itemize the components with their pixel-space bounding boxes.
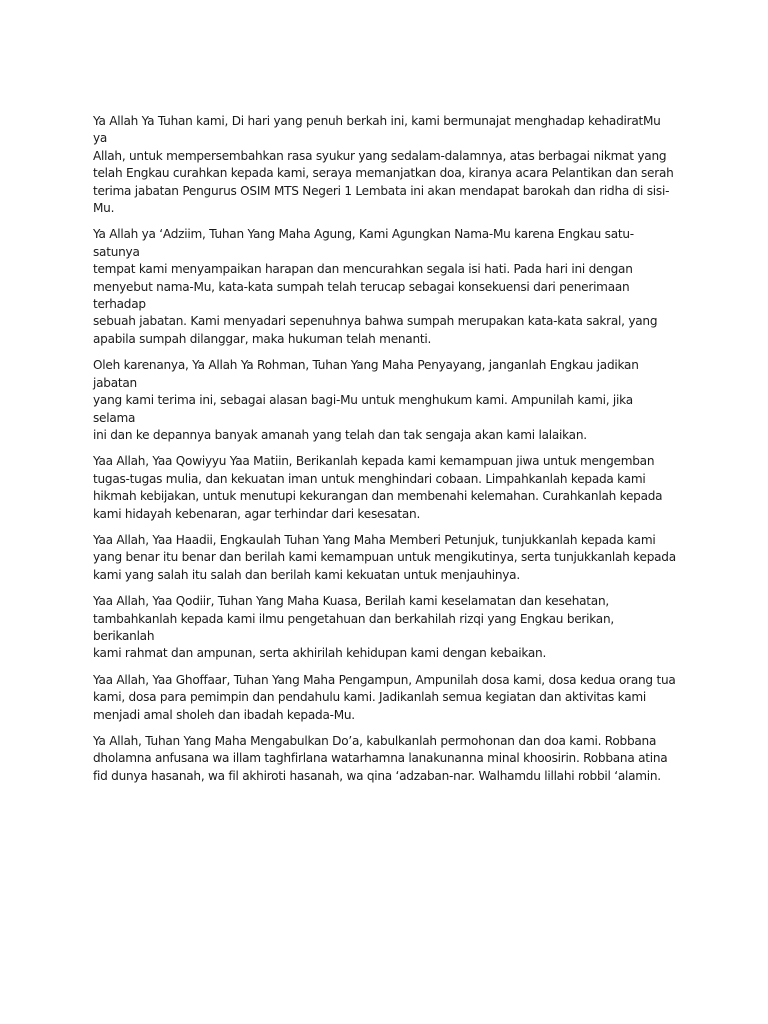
paragraph-qodiir: Yaa Allah, Yaa Qodiir, Tuhan Yang Maha Kuasa, Berilah kami keselamatan dan kesehatan, tambahkanlah kepada kami ilmu pengetahuan dan berkahilah rizqi yang Engkau berikan, berikanlah kami rahmat dan ampunan, serta akhirilah kehidupan kami dengan kebaikan. (93, 594, 614, 661)
paragraph-qowiyyu-matiin: Yaa Allah, Yaa Qowiyyu Yaa Matiin, Berikanlah kepada kami kemampuan jiwa untuk mengemban tugas-tugas mulia, dan kekuatan iman untuk menghindari cobaan. Limpahkanlah kepada kami hikmah kebijakan, untuk menutupi kekurangan dan membenahi kelemahan. Curahkanlah kepada kami hidayah kebenaran, agar terhindar dari kesesatan. (93, 454, 663, 521)
paragraph-closing-prayer: Ya Allah, Tuhan Yang Maha Mengabulkan Do’a, kabulkanlah permohonan dan doa kami. Robbana dholamna anfusana wa illam taghfirlana watarhamna lanakunanna minal khoosirin. Robbana atina fid dunya hasanah, wa fil akhiroti hasanah, wa qina ‘adzaban-nar. Walhamdu lillahi robbil ‘alamin. (93, 734, 668, 783)
paragraph-haadii: Yaa Allah, Yaa Haadii, Engkaulah Tuhan Yang Maha Memberi Petunjuk, tunjukkanlah kepada kami yang benar itu benar dan berilah kami kemampuan untuk mengikutinya, serta tunjukkanlah kepada kami yang salah itu salah dan berilah kami kekuatan untuk menjauhinya. (93, 532, 676, 582)
paragraph-ghoffaar: Yaa Allah, Yaa Ghoffaar, Tuhan Yang Maha Pengampun, Ampunilah dosa kami, dosa kedua orang tua kami, dosa para pemimpin dan pendahulu kami. Jadikanlah semua kegiatan dan aktivitas kami menjadi amal sholeh dan ibadah kepada-Mu. (93, 672, 676, 722)
paragraph-ya-rohman: Oleh karenanya, Ya Allah Ya Rohman, Tuhan Yang Maha Penyayang, janganlah Engkau jadikan jabatan yang kami terima ini, sebagai alasan bagi-Mu untuk menghukum kami. Ampunilah kami, jika selama ini dan ke depannya banyak amanah yang telah dan tak sengaja akan kami lalaikan. (93, 358, 639, 442)
paragraph-ya-adziim: Ya Allah ya ‘Adziim, Tuhan Yang Maha Agung, Kami Agungkan Nama-Mu karena Engkau satu-satunya tempat kami menyampaikan harapan dan mencurahkan segala isi hati. Pada hari ini dengan menyebut nama-Mu, kata-kata sumpah telah terucap sebagai konsekuensi dari penerimaan terhadap sebuah jabatan. Kami menyadari sepenuhnya bahwa sumpah merupakan kata-kata sakral, yang apabila sumpah dilanggar, maka hukuman telah menanti. (93, 227, 658, 346)
paragraph-opening-prayer: Ya Allah Ya Tuhan kami, Di hari yang penuh berkah ini, kami bermunajat menghadap kehadiratMu ya Allah, untuk mempersembahkan rasa syukur yang sedalam-dalamnya, atas berbagai nikmat yang telah Engkau curahkan kepada kami, seraya memanjatkan doa, kiranya acara Pelantikan dan serah terima jabatan Pengurus OSIM MTS Negeri 1 Lembata ini akan mendapat barokah dan ridha di sisi- Mu. (93, 114, 674, 216)
document-body (93, 113, 678, 794)
